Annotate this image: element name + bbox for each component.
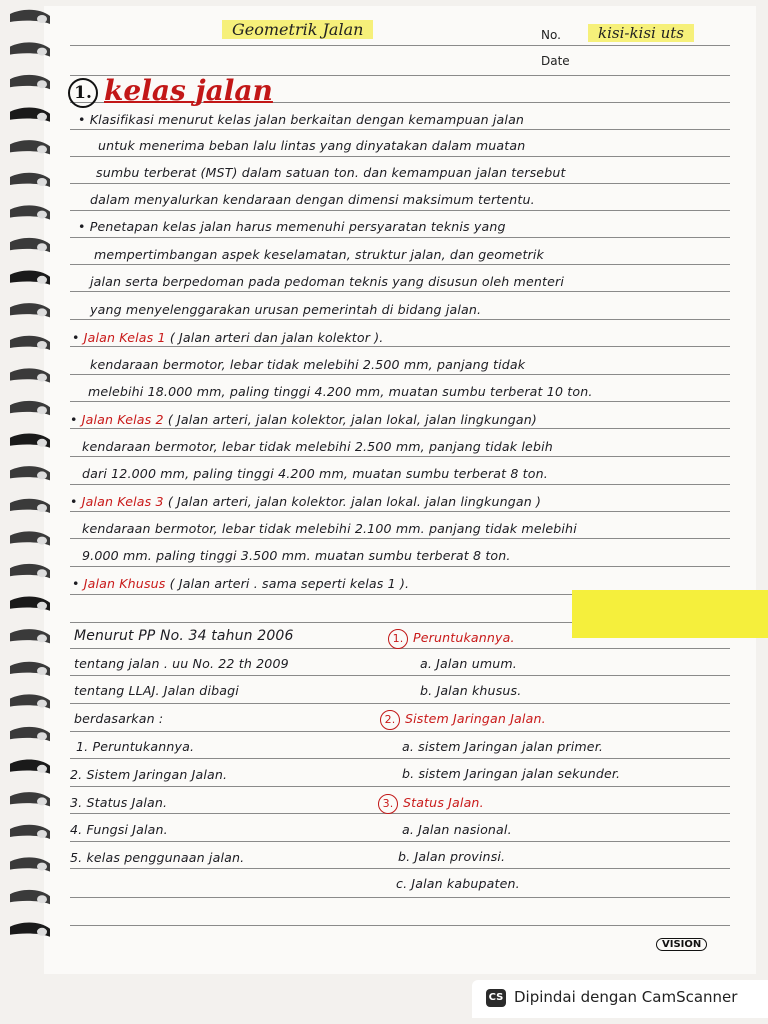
body-line: • Penetapan kelas jalan harus memenuhi persyaratan teknis yang [78,219,506,234]
group-2-title-text: Sistem Jaringan Jalan. [405,711,546,726]
kelas-2-line: dari 12.000 mm, paling tinggi 4.200 mm, muatan sumbu terberat 8 ton. [82,466,548,481]
ruled-line [70,237,730,238]
ring-hole [37,113,47,121]
ruled-line [70,456,730,457]
ring-hole [37,48,47,56]
sticky-note [572,590,768,638]
kelas-1-line: kendaraan bermotor, lebar tidak melebihi 2.500 mm, panjang tidak [90,357,526,372]
no-value: kisi-kisi uts [588,24,694,42]
group-2-title [380,710,546,730]
ruled-line [70,841,730,842]
group-2-item: b. sistem Jaringan jalan sekunder. [402,766,621,781]
ring-hole [37,830,47,838]
title-highlight [222,20,373,39]
group-3-item: a. Jalan nasional. [402,822,512,837]
page-title: Geometrik Jalan [222,20,373,39]
kelas-3-line: 9.000 mm. paling tinggi 3.500 mm. muatan sumbu terberat 8 ton. [82,548,511,563]
group-2-item: a. sistem Jaringan jalan primer. [402,739,604,754]
no-value-highlight [588,24,694,42]
ruled-line [70,428,730,429]
kelas-3-desc: ( Jalan arteri, jalan kolektor. jalan lokal. jalan lingkungan ) [167,494,542,509]
ring-hole [37,80,47,88]
menurut-item: 2. Sistem Jaringan Jalan. [70,767,228,782]
group-1-item: b. Jalan khusus. [420,683,522,698]
kelas-2-label: Jalan Kelas 2 [81,412,164,427]
ring-hole [37,732,47,740]
ruled-line [70,511,730,512]
body-line: sumbu terberat (MST) dalam satuan ton. dan kemampuan jalan tersebut [96,165,566,180]
vision-logo: VISION [656,938,707,951]
kelas-1-desc: ( Jalan arteri dan jalan kolektor ). [169,330,384,345]
menurut-item: 1. Peruntukannya. [76,739,195,754]
ring-hole [37,667,47,675]
kelas-1-line: melebihi 18.000 mm, paling tinggi 4.200 mm, muatan sumbu terberat 10 ton. [88,384,593,399]
ruled-line [70,129,730,130]
group-3-title-text: Status Jalan. [403,795,484,810]
section-heading [68,74,273,108]
ruled-line [70,319,730,320]
ruled-line [70,925,730,926]
kelas-1-label: Jalan Kelas 1 [83,330,166,345]
ring-hole [37,374,47,382]
ruled-line [70,210,730,211]
ruled-line [70,868,730,869]
khusus-desc: ( Jalan arteri . sama seperti kelas 1 ). [169,576,410,591]
ring-hole [37,700,47,708]
body-line: jalan serta berpedoman pada pedoman teknis yang disusun oleh menteri [90,274,564,289]
ring-hole [37,15,47,23]
group-2-number: 2. [380,710,400,730]
section-title: kelas jalan [104,74,273,107]
ruled-line [70,156,730,157]
no-label: No. [541,28,561,42]
menurut-line: tentang LLAJ. Jalan dibagi [74,683,239,698]
ruled-line [70,758,730,759]
ring-hole [37,765,47,773]
group-1-title-text: Peruntukannya. [413,630,515,645]
group-1-number: 1. [388,629,408,649]
menurut-item: 5. kelas penggunaan jalan. [70,850,245,865]
group-1-item: a. Jalan umum. [420,656,517,671]
ring-hole [37,308,47,316]
kelas-2-desc: ( Jalan arteri, jalan kolektor, jalan lokal, jalan lingkungan) [167,412,537,427]
kelas-2-heading: • Jalan Kelas 2 ( Jalan arteri, jalan kolektor, jalan lokal, jalan lingkungan) [70,412,537,427]
kelas-1-heading: • Jalan Kelas 1 ( Jalan arteri dan jalan kolektor ). [72,330,384,345]
body-line: yang menyelenggarakan urusan pemerintah di bidang jalan. [90,302,482,317]
body-line: mempertimbangan aspek keselamatan, struktur jalan, dan geometrik [94,247,544,262]
kelas-3-heading: • Jalan Kelas 3 ( Jalan arteri, jalan kolektor. jalan lokal. jalan lingkungan ) [70,494,542,509]
ruled-line [70,897,730,898]
kelas-2-line: kendaraan bermotor, lebar tidak melebihi 2.500 mm, panjang tidak lebih [82,439,553,454]
ruled-line [70,538,730,539]
ring-hole [37,895,47,903]
khusus-label: Jalan Khusus [83,576,166,591]
ring-hole [37,569,47,577]
ruled-line [70,566,730,567]
ruled-line [70,484,730,485]
ring-hole [37,797,47,805]
ring-hole [37,341,47,349]
ring-hole [37,602,47,610]
date-label: Date [541,54,570,68]
ring-hole [37,928,47,936]
ring-hole [37,863,47,871]
camscanner-watermark [472,980,768,1018]
kelas-3-label: Jalan Kelas 3 [81,494,164,509]
ruled-line [70,346,730,347]
menurut-item: 3. Status Jalan. [70,795,168,810]
ruled-line [70,374,730,375]
spiral-binding [6,0,62,960]
body-line: • Klasifikasi menurut kelas jalan berkaitan dengan kemampuan jalan [78,112,525,127]
ring-hole [37,634,47,642]
ring-hole [37,178,47,186]
ring-hole [37,243,47,251]
kelas-3-line: kendaraan bermotor, lebar tidak melebihi 2.100 mm. panjang tidak melebihi [82,521,577,536]
group-1-title [388,629,515,649]
ruled-line [70,45,730,46]
ruled-line [70,401,730,402]
ruled-line [70,675,730,676]
ruled-line [70,786,730,787]
ruled-line [70,183,730,184]
group-3-item: c. Jalan kabupaten. [396,876,520,891]
ruled-line [70,731,730,732]
menurut-item: 4. Fungsi Jalan. [70,822,168,837]
ruled-line [70,264,730,265]
ruled-line [70,703,730,704]
body-line: untuk menerima beban lalu lintas yang dinyatakan dalam muatan [98,138,526,153]
camscanner-text: Dipindai dengan CamScanner [514,988,738,1006]
ring-hole [37,439,47,447]
camscanner-logo: CS [486,989,506,1007]
menurut-line: tentang jalan . uu No. 22 th 2009 [74,656,289,671]
ring-hole [37,145,47,153]
ring-hole [37,406,47,414]
group-3-number: 3. [378,794,398,814]
section-number: 1. [68,78,98,108]
ruled-line [70,291,730,292]
khusus-heading: • Jalan Khusus ( Jalan arteri . sama seperti kelas 1 ). [72,576,410,591]
ring-hole [37,537,47,545]
menurut-line: Menurut PP No. 34 tahun 2006 [74,628,294,644]
group-3-item: b. Jalan provinsi. [398,849,506,864]
ring-hole [37,471,47,479]
menurut-line: berdasarkan : [74,711,164,726]
body-line: dalam menyalurkan kendaraan dengan dimensi maksimum tertentu. [90,192,535,207]
ring-hole [37,276,47,284]
group-3-title [378,794,484,814]
ring-hole [37,504,47,512]
ring-hole [37,211,47,219]
